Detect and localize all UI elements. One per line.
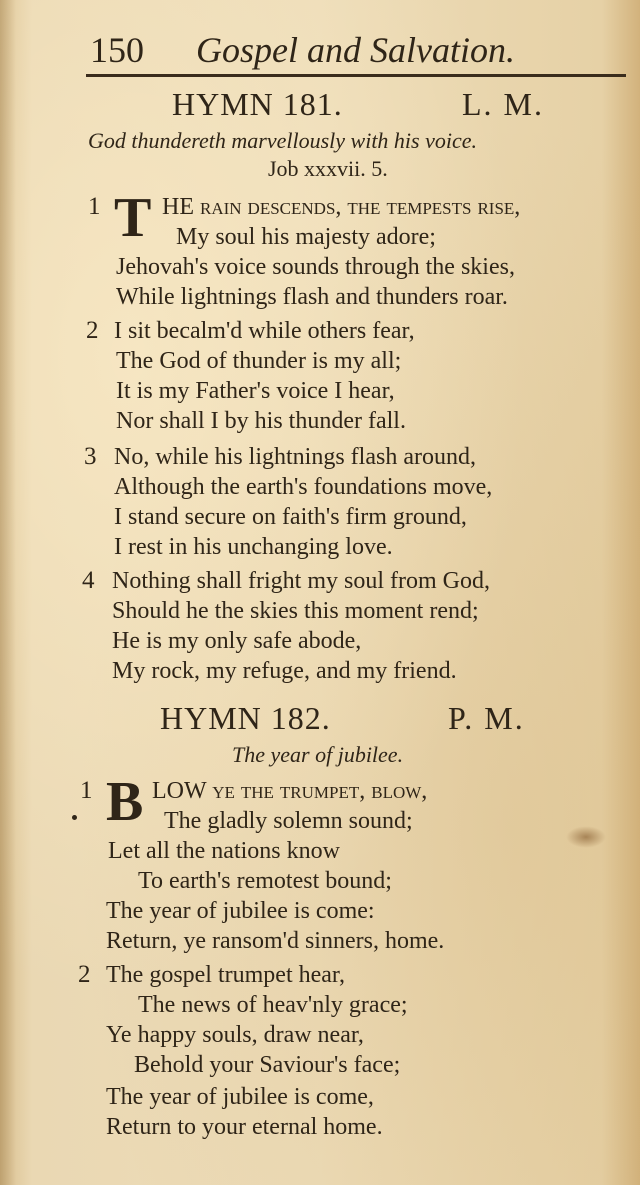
verse-line: My rock, my refuge, and my friend. [112, 658, 457, 684]
hymn-182-stanza-2-number: 2 [78, 961, 91, 988]
verse-line: It is my Father's voice I hear, [116, 378, 395, 404]
page-edge-shadow [0, 0, 16, 1185]
verse-line: My soul his majesty adore; [176, 224, 436, 250]
verse-line: While lightnings flash and thunders roar. [116, 284, 508, 310]
verse-line: The God of thunder is my all; [116, 348, 402, 374]
hymn-181-drop-cap: T [114, 187, 152, 249]
verse-line: Return, ye ransom'd sinners, home. [106, 928, 445, 954]
verse-line: The year of jubilee is come, [106, 1084, 374, 1110]
hymn-182-subtitle: The year of jubilee. [232, 742, 404, 767]
hymn-181-stanza-4-number: 4 [82, 567, 95, 594]
verse-line: To earth's remotest bound; [138, 868, 392, 894]
hymn-181-stanza-3-number: 3 [84, 443, 97, 470]
hymn-182-stanza-1-number: 1 [80, 777, 93, 804]
verse-line: I sit becalm'd while others fear, [114, 318, 415, 344]
ink-dot-mark [72, 815, 77, 820]
verse-line: I rest in his unchanging love. [114, 534, 393, 560]
hymn-181-stanza-1-number: 1 [88, 193, 101, 220]
header-rule [86, 74, 626, 77]
hymn-181-title: HYMN 181. [172, 86, 343, 122]
verse-line: Although the earth's foundations move, [114, 474, 493, 500]
verse-line: Nothing shall fright my soul from God, [112, 568, 490, 594]
verse-line: Return to your eternal home. [106, 1114, 383, 1140]
paper-stain [566, 826, 606, 848]
hymn-181-subtitle: God thundereth marvellously with his voice. [88, 128, 478, 153]
verse-line: No, while his lightnings flash around, [114, 444, 476, 470]
verse-line: He is my only safe abode, [112, 628, 362, 654]
verse-line: I stand secure on faith's firm ground, [114, 504, 467, 530]
verse-line: The year of jubilee is come: [106, 898, 375, 924]
page-number: 150 [90, 30, 144, 70]
verse-line: The news of heav'nly grace; [138, 992, 408, 1018]
verse-line: HE rain descends, the tempests rise, [162, 194, 521, 220]
verse-line: Jehovah's voice sounds through the skies, [116, 254, 515, 280]
verse-line: Nor shall I by his thunder fall. [116, 408, 406, 434]
verse-line: LOW ye the trumpet, blow, [152, 778, 428, 804]
hymn-181-meter: L. M. [462, 86, 544, 122]
verse-line: Behold your Saviour's face; [134, 1052, 401, 1078]
verse-line: Let all the nations know [108, 838, 340, 864]
hymn-181-stanza-2-number: 2 [86, 317, 99, 344]
hymn-182-meter: P. M. [448, 700, 525, 736]
verse-line: The gladly solemn sound; [164, 808, 413, 834]
verse-line: Ye happy souls, draw near, [106, 1022, 364, 1048]
page-header [86, 30, 626, 76]
hymn-181-reference: Job xxxvii. 5. [268, 156, 388, 181]
hymn-182-drop-cap: B [106, 771, 144, 833]
hymn-182-title: HYMN 182. [160, 700, 331, 736]
running-title: Gospel and Salvation. [196, 30, 515, 70]
verse-line: The gospel trumpet hear, [106, 962, 345, 988]
verse-line: Should he the skies this moment rend; [112, 598, 479, 624]
